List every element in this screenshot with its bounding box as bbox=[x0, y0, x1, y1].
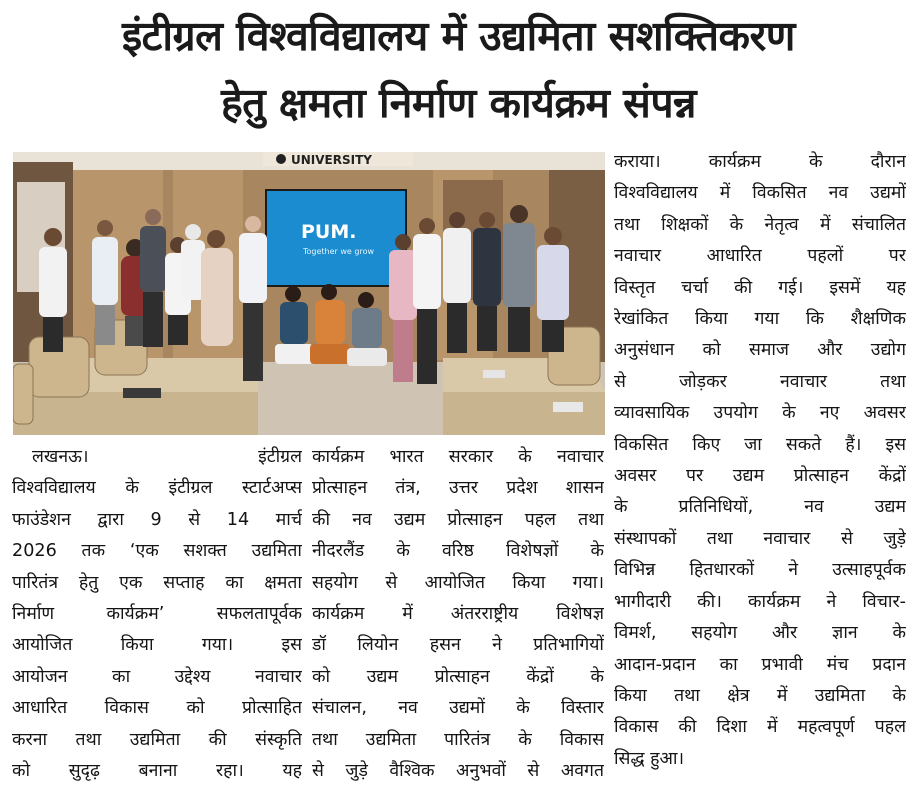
article-line: पारितंत्र हेतु एक सप्ताह का क्षमता bbox=[12, 572, 302, 593]
screen-logo: PUM. bbox=[301, 221, 357, 243]
article-column-2 bbox=[312, 442, 604, 787]
article-line: विश्वविद्यालय के इंटीग्रल स्टार्टअप्स bbox=[12, 478, 302, 499]
article-line: से जोड़कर नवाचार तथा bbox=[614, 371, 906, 392]
article-line: 2026 तक ‘एक सशक्त उद्यमिता bbox=[12, 541, 302, 562]
article-line: किया तथा क्षेत्र में उद्यमिता के bbox=[614, 685, 906, 706]
article-line: आयोजित किया गया। इस bbox=[12, 635, 302, 656]
article-line: नीदरलैंड के वरिष्ठ विशेषज्ञों के bbox=[312, 541, 604, 562]
article-line: कार्यक्रम में अंतरराष्ट्रीय विशेषज्ञ bbox=[312, 604, 604, 625]
screen-tagline: Together we grow bbox=[303, 247, 375, 256]
article-line: विस्तृत चर्चा की गई। इसमें यह bbox=[614, 277, 906, 298]
article-line: अवसर पर उद्यम प्रोत्साहन केंद्रों bbox=[614, 466, 906, 487]
article-line: विश्वविद्यालय में विकसित नव उद्यमों bbox=[614, 183, 906, 204]
article-line: डॉ लियोन हसन ने प्रतिभागियों bbox=[312, 635, 604, 656]
article-line: की नव उद्यम प्रोत्साहन पहल तथा bbox=[312, 509, 604, 530]
article-line: निर्माण कार्यक्रम’ सफलतापूर्वक bbox=[12, 604, 302, 625]
article-line: नवाचार आधारित पहलों पर bbox=[614, 246, 906, 267]
article-line: लखनऊ। इंटीग्रल bbox=[32, 447, 302, 467]
article-line: आदान-प्रदान का प्रभावी मंच प्रदान bbox=[614, 654, 906, 675]
article-line: प्रोत्साहन तंत्र, उत्तर प्रदेश शासन bbox=[312, 478, 604, 499]
article-line: सिद्ध हुआ। bbox=[614, 748, 685, 769]
group-photo-illustration bbox=[13, 152, 605, 435]
article-line: अनुसंधान को समाज और उद्योग bbox=[614, 340, 906, 361]
article-line: के प्रतिनिधियों, नव उद्यम bbox=[614, 497, 906, 518]
article-line: से जुड़े वैश्विक अनुभवों से अवगत bbox=[312, 761, 604, 782]
article-line: आधारित विकास को प्रोत्साहित bbox=[12, 698, 302, 719]
article-line: संचालन, नव उद्यमों के विस्तार bbox=[312, 698, 604, 719]
article-line: तथा उद्यमिता पारितंत्र के विकास bbox=[312, 729, 604, 750]
article-column-1 bbox=[12, 442, 302, 787]
article-line: सहयोग से आयोजित किया गया। bbox=[312, 572, 604, 593]
wall-sign-text: UNIVERSITY bbox=[291, 153, 372, 167]
article-line: व्यावसायिक उपयोग के नए अवसर bbox=[614, 403, 906, 424]
article-line: विमर्श, सहयोग और ज्ञान के bbox=[614, 623, 906, 644]
article-line: को सुदृढ़ बनाना रहा। यह bbox=[12, 761, 302, 782]
headline-line-2: हेतु क्षमता निर्माण कार्यक्रम संपन्न bbox=[220, 79, 697, 127]
article-line: विकसित किए जा सकते हैं। इस bbox=[614, 434, 906, 455]
article-line: विकास की दिशा में महत्वपूर्ण पहल bbox=[614, 717, 906, 738]
article-line: फाउंडेशन द्वारा 9 से 14 मार्च bbox=[12, 509, 302, 530]
headline-line-1: इंटीग्रल विश्वविद्यालय में उद्यमिता सशक्तिकरण bbox=[122, 12, 795, 60]
article-line: रेखांकित किया गया कि शैक्षणिक bbox=[614, 309, 906, 330]
article-line: भागीदारी की। कार्यक्रम ने विचार- bbox=[614, 591, 906, 612]
article-line: विभिन्न हितधारकों ने उत्साहपूर्वक bbox=[614, 560, 906, 581]
article-line: करना तथा उद्यमिता की संस्कृति bbox=[12, 729, 302, 750]
article-column-3 bbox=[614, 147, 906, 775]
article-line: आयोजन का उद्देश्य नवाचार bbox=[12, 666, 302, 687]
article-line: कार्यक्रम भारत सरकार के नवाचार bbox=[312, 447, 604, 467]
article-line: कराया। कार्यक्रम के दौरान bbox=[614, 152, 906, 172]
article-line: तथा शिक्षकों के नेतृत्व में संचालित bbox=[614, 214, 906, 235]
article-line: को उद्यम प्रोत्साहन केंद्रों के bbox=[312, 666, 604, 687]
article-line: संस्थापकों तथा नवाचार से जुड़े bbox=[614, 528, 906, 549]
news-photo bbox=[13, 152, 605, 435]
